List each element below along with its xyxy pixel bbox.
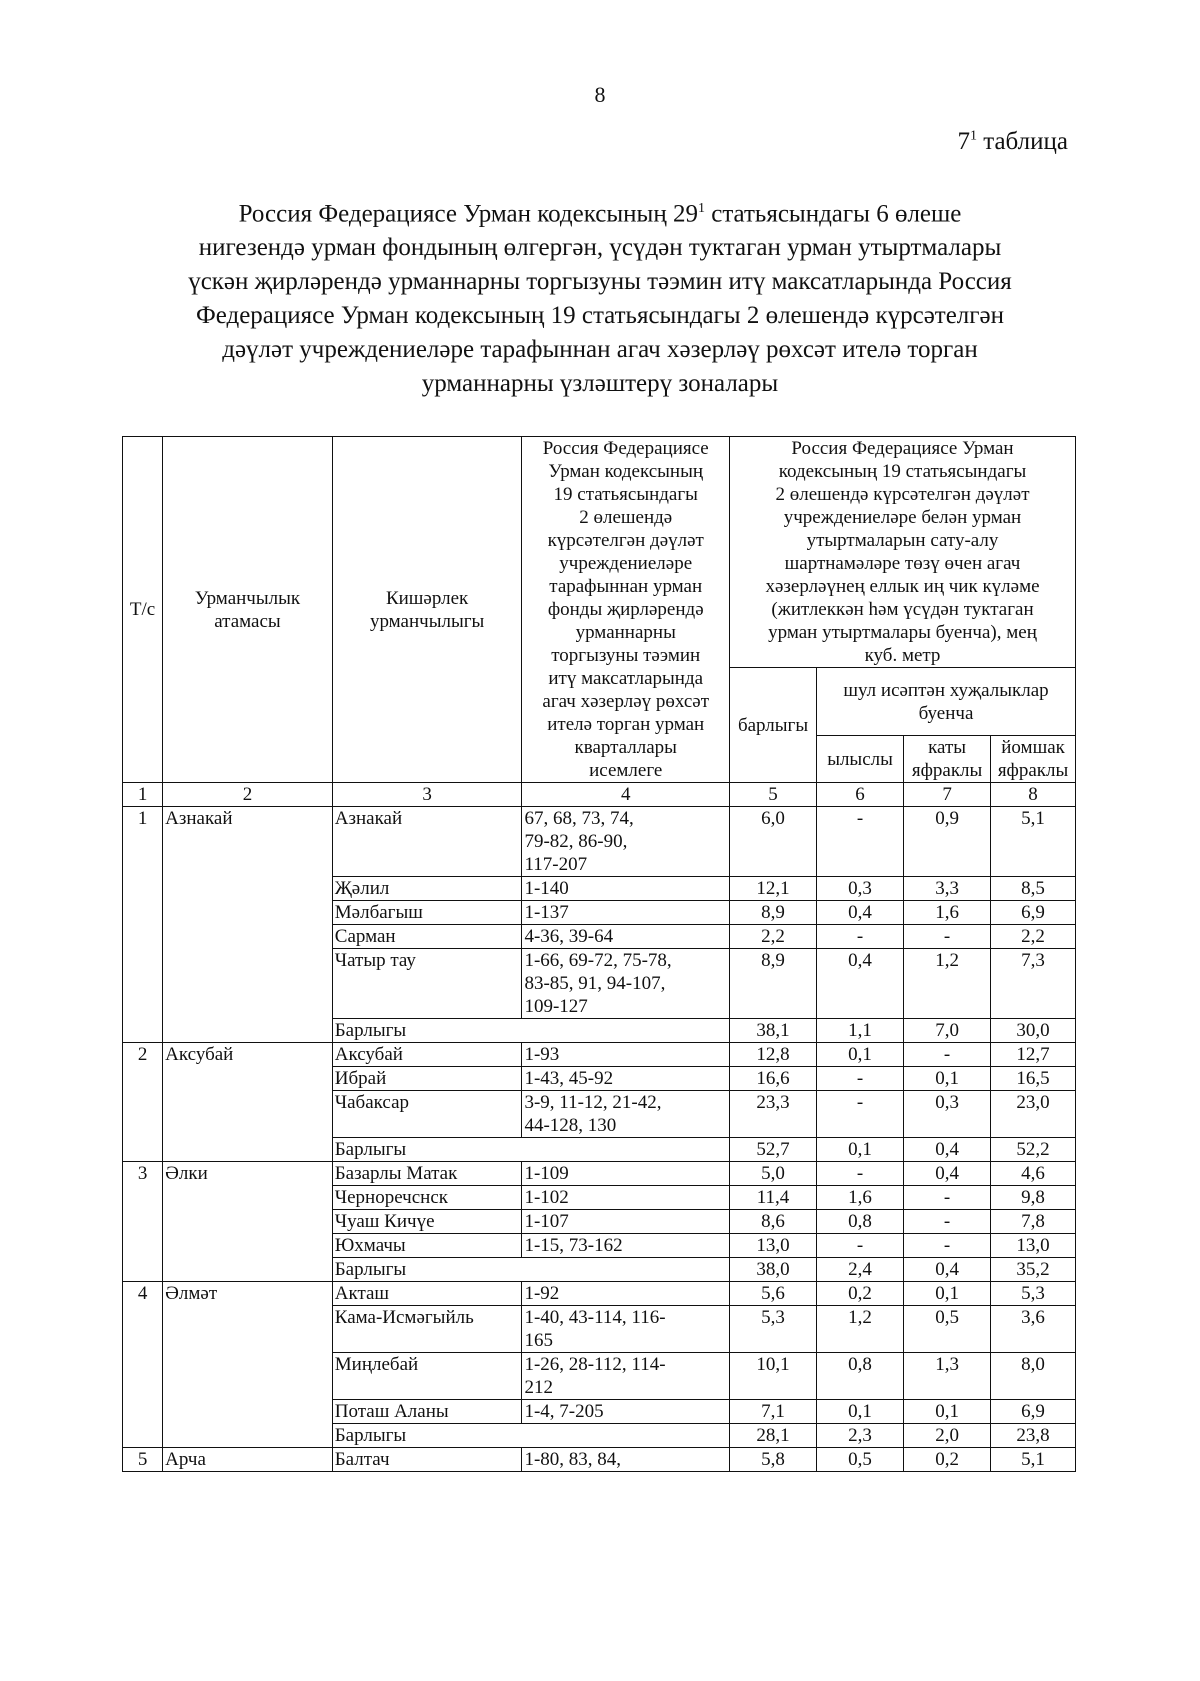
header-line: утыртмаларын сату-алу	[806, 530, 999, 551]
value-total: 10,1	[730, 1353, 817, 1400]
value-hard: 0,3	[904, 1091, 991, 1138]
header-line: агач хәзерләү рөхсәт	[542, 691, 710, 712]
cell-line: 1-109	[524, 1163, 569, 1184]
header-by-group	[817, 668, 1076, 736]
header-row-1	[123, 437, 1076, 668]
table-row	[123, 1043, 1076, 1067]
quarter-list	[522, 925, 730, 949]
header-line: Урманчылык	[194, 587, 301, 609]
district-name: Ибрай	[332, 1067, 522, 1091]
quarter-list	[522, 1067, 730, 1091]
cell-line: 44-128, 130	[524, 1115, 617, 1136]
quarter-list	[522, 1043, 730, 1067]
value-total: 11,4	[730, 1186, 817, 1210]
header-line: Кишәрлек	[385, 587, 469, 609]
value-soft: 13,0	[991, 1234, 1076, 1258]
value-conifer: 1,6	[817, 1186, 904, 1210]
district-name: Чуаш Кичүе	[332, 1210, 522, 1234]
value-soft: 5,3	[991, 1282, 1076, 1306]
value-conifer: 0,8	[817, 1353, 904, 1400]
column-number: 2	[163, 783, 333, 807]
value-soft: 2,2	[991, 925, 1076, 949]
value-conifer: -	[817, 1162, 904, 1186]
value-hard: 1,6	[904, 901, 991, 925]
value-hard: -	[904, 1234, 991, 1258]
forestry-name: Азнакай	[163, 807, 333, 1043]
table-label-sup: 1	[969, 128, 977, 144]
value-hard: 0,9	[904, 807, 991, 877]
value-conifer: 0,2	[817, 1282, 904, 1306]
value-hard: 0,1	[904, 1067, 991, 1091]
header-conifer: ылыслы	[817, 736, 904, 783]
value-total: 5,8	[730, 1448, 817, 1472]
value-hard: 1,2	[904, 949, 991, 1019]
value-conifer: 0,3	[817, 877, 904, 901]
header-line: учреждениеләре белән урман	[783, 507, 1022, 528]
value-soft: 5,1	[991, 807, 1076, 877]
header-forestry	[163, 437, 333, 783]
quarter-list	[522, 1448, 730, 1472]
sum-conifer: 1,1	[817, 1019, 904, 1043]
total-label: Барлыгы	[332, 1019, 729, 1043]
quarter-list	[522, 1400, 730, 1424]
table-label-word: таблица	[983, 128, 1068, 155]
cell-line: 1-92	[524, 1283, 560, 1304]
header-tc: Т/с	[123, 437, 163, 783]
total-label: Барлыгы	[332, 1138, 729, 1162]
forestry-name: Аксубай	[163, 1043, 333, 1162]
cell-line: 83-85, 91, 94-107,	[524, 973, 666, 994]
header-line: яфраклы	[997, 760, 1069, 781]
value-soft: 6,9	[991, 901, 1076, 925]
header-line: тарафыннан урман	[549, 576, 703, 597]
value-soft: 7,3	[991, 949, 1076, 1019]
cell-line: 1-140	[524, 878, 569, 899]
cell-line: 3-9, 11-12, 21-42,	[524, 1092, 662, 1113]
header-line: куб. метр	[864, 645, 941, 666]
sum-soft: 23,8	[991, 1424, 1076, 1448]
value-soft: 23,0	[991, 1091, 1076, 1138]
cell-line: 1-80, 83, 84,	[524, 1449, 622, 1470]
cell-line: 4-36, 39-64	[524, 926, 614, 947]
forestry-name: Әлмәт	[163, 1282, 333, 1448]
district-name: Миңлебай	[332, 1353, 522, 1400]
quarter-list	[522, 1282, 730, 1306]
header-line: 2 өлешендә күрсәтелгән дәүләт	[775, 484, 1030, 505]
value-conifer: 0,4	[817, 901, 904, 925]
column-number: 3	[332, 783, 522, 807]
value-soft: 5,1	[991, 1448, 1076, 1472]
cell-line: 67, 68, 73, 74,	[524, 808, 634, 829]
cell-line: 1-102	[524, 1187, 569, 1208]
cell-line: 1-43, 45-92	[524, 1068, 614, 1089]
header-line: Россия Федерациясе	[542, 438, 709, 459]
quarter-list	[522, 1091, 730, 1138]
value-total: 8,9	[730, 901, 817, 925]
quarter-list	[522, 949, 730, 1019]
table-row	[123, 1282, 1076, 1306]
sum-hard: 0,4	[904, 1258, 991, 1282]
table-body	[123, 807, 1076, 1472]
sum-hard: 7,0	[904, 1019, 991, 1043]
value-hard: -	[904, 1043, 991, 1067]
value-total: 5,0	[730, 1162, 817, 1186]
district-name: Мәлбагыш	[332, 901, 522, 925]
column-number: 8	[991, 783, 1076, 807]
value-soft: 3,6	[991, 1306, 1076, 1353]
cell-line: 1-137	[524, 902, 569, 923]
sum-total: 52,7	[730, 1138, 817, 1162]
quarter-list	[522, 1353, 730, 1400]
value-hard: 3,3	[904, 877, 991, 901]
cell-line: 1-4, 7-205	[524, 1401, 604, 1422]
value-conifer: 0,1	[817, 1043, 904, 1067]
value-hard: 0,1	[904, 1282, 991, 1306]
district-name: Балтач	[332, 1448, 522, 1472]
quarter-list	[522, 1234, 730, 1258]
sum-hard: 2,0	[904, 1424, 991, 1448]
value-hard: 1,3	[904, 1353, 991, 1400]
value-conifer: -	[817, 1091, 904, 1138]
district-name: Базарлы Матак	[332, 1162, 522, 1186]
header-line: күрсәтелгән дәүләт	[547, 530, 704, 551]
value-hard: 0,1	[904, 1400, 991, 1424]
column-number: 6	[817, 783, 904, 807]
cell-line: 212	[524, 1377, 553, 1398]
value-conifer: -	[817, 807, 904, 877]
document-title	[110, 192, 1090, 401]
value-hard: 0,2	[904, 1448, 991, 1472]
table-label-number: 7	[957, 128, 970, 155]
value-total: 8,9	[730, 949, 817, 1019]
column-number: 1	[123, 783, 163, 807]
title-line-1-sup: 1	[697, 201, 705, 216]
page-number: 8	[594, 82, 606, 107]
header-line: фонды җирләрендә	[547, 599, 704, 620]
value-conifer: 1,2	[817, 1306, 904, 1353]
header-line: (житлеккән һәм үсүдән туктаган	[771, 599, 1034, 620]
value-conifer: 0,1	[817, 1400, 904, 1424]
value-total: 13,0	[730, 1234, 817, 1258]
quarter-list	[522, 1162, 730, 1186]
header-line: шул исәптән хуҗалыклар	[843, 679, 1049, 701]
cell-line: 1-40, 43-114, 116-	[524, 1307, 666, 1328]
header-district	[332, 437, 522, 783]
value-soft: 7,8	[991, 1210, 1076, 1234]
district-name: Кама-Исмәгыйль	[332, 1306, 522, 1353]
value-total: 6,0	[730, 807, 817, 877]
sum-total: 28,1	[730, 1424, 817, 1448]
value-total: 16,6	[730, 1067, 817, 1091]
district-name: Юхмачы	[332, 1234, 522, 1258]
value-hard: 0,5	[904, 1306, 991, 1353]
header-volume	[730, 437, 1076, 668]
header-line: учреждениеләре	[559, 553, 693, 574]
header-line: хәзерләүнең еллык иң чик күләме	[765, 576, 1040, 597]
header-line: итү максатларында	[548, 668, 704, 689]
quarter-list	[522, 901, 730, 925]
header-line: кодексының 19 статьясындагы	[778, 461, 1027, 482]
header-line: Россия Федерациясе Урман	[791, 438, 1014, 459]
header-hard	[904, 736, 991, 783]
quarter-list	[522, 807, 730, 877]
value-total: 5,3	[730, 1306, 817, 1353]
district-name: Чабаксар	[332, 1091, 522, 1138]
row-number: 1	[123, 807, 163, 1043]
cell-line: 1-107	[524, 1211, 569, 1232]
value-soft: 9,8	[991, 1186, 1076, 1210]
district-name: Сарман	[332, 925, 522, 949]
column-numbers-row	[123, 783, 1076, 807]
title-line-5: дәүләт учреждениеләре тарафыннан агач хәзерләү рөхсәт ителә торган	[222, 336, 978, 364]
header-line: яфраклы	[911, 760, 983, 781]
value-hard: -	[904, 1210, 991, 1234]
cell-line: 1-93	[524, 1044, 560, 1065]
district-name: Чатыр тау	[332, 949, 522, 1019]
value-hard: 0,4	[904, 1162, 991, 1186]
title-line-4: Федерациясе Урман кодексының 19 статьясындагы 2 өлешендә күрсәтелгән	[195, 302, 1005, 330]
cell-line: 109-127	[524, 996, 588, 1017]
sum-soft: 52,2	[991, 1138, 1076, 1162]
table-row	[123, 1162, 1076, 1186]
column-number: 5	[730, 783, 817, 807]
value-conifer: 0,8	[817, 1210, 904, 1234]
table-row	[123, 807, 1076, 877]
forest-zones-table	[122, 436, 1076, 1472]
value-soft: 12,7	[991, 1043, 1076, 1067]
table-row	[123, 1448, 1076, 1472]
title-line-1a: Россия Федерациясе Урман кодексының 29	[238, 200, 698, 228]
title-line-2: нигезендә урман фондының өлгергән, үсүдән туктаган урман утыртмалары	[198, 234, 1002, 262]
value-conifer: -	[817, 925, 904, 949]
value-soft: 8,0	[991, 1353, 1076, 1400]
title-line-3: үскән җирләрендә урманнарны торгызуны тәэмин итү максатларында Россия	[188, 268, 1012, 296]
value-total: 5,6	[730, 1282, 817, 1306]
row-number: 5	[123, 1448, 163, 1472]
cell-line: 1-15, 73-162	[524, 1235, 623, 1256]
column-number: 7	[904, 783, 991, 807]
value-hard: -	[904, 925, 991, 949]
column-number: 4	[522, 783, 730, 807]
header-line: йомшак	[1001, 737, 1065, 758]
table-header	[123, 437, 1076, 807]
sum-soft: 35,2	[991, 1258, 1076, 1282]
quarter-list	[522, 1306, 730, 1353]
value-conifer: -	[817, 1067, 904, 1091]
title-line-1b: статьясындагы 6 өлеше	[704, 200, 962, 228]
cell-line: 165	[524, 1330, 553, 1351]
sum-conifer: 2,4	[817, 1258, 904, 1282]
header-line: ителә торган урман	[547, 714, 705, 735]
table-label	[957, 128, 1068, 156]
title-line-6: урманнарны үзләштерү зоналары	[421, 370, 779, 398]
value-conifer: -	[817, 1234, 904, 1258]
header-line: шартнамәләре төзү өчен агач	[784, 553, 1021, 574]
row-number: 3	[123, 1162, 163, 1282]
cell-line: 117-207	[524, 854, 588, 875]
header-line: кварталлары	[574, 737, 677, 758]
sum-hard: 0,4	[904, 1138, 991, 1162]
header-line: урманчылыгы	[369, 610, 485, 632]
quarter-list	[522, 1210, 730, 1234]
cell-line: 79-82, 86-90,	[524, 831, 628, 852]
cell-line: 1-26, 28-112, 114-	[524, 1354, 666, 1375]
header-line: исемлеге	[589, 760, 663, 781]
header-line: урман утыртмалары буенча), мең	[768, 622, 1037, 643]
value-soft: 16,5	[991, 1067, 1076, 1091]
header-total: барлыгы	[730, 668, 817, 783]
value-hard: -	[904, 1186, 991, 1210]
value-total: 12,1	[730, 877, 817, 901]
quarter-list	[522, 877, 730, 901]
value-soft: 8,5	[991, 877, 1076, 901]
header-line: урманнарны	[575, 622, 676, 643]
row-number: 4	[123, 1282, 163, 1448]
district-name: Акташ	[332, 1282, 522, 1306]
value-total: 2,2	[730, 925, 817, 949]
header-line: 19 статьясындагы	[553, 484, 698, 505]
total-label: Барлыгы	[332, 1424, 729, 1448]
header-line: каты	[928, 737, 967, 758]
header-line: 2 өлешендә	[579, 507, 673, 528]
value-conifer: 0,4	[817, 949, 904, 1019]
sum-conifer: 0,1	[817, 1138, 904, 1162]
total-label: Барлыгы	[332, 1258, 729, 1282]
header-quarters	[522, 437, 730, 783]
sum-conifer: 2,3	[817, 1424, 904, 1448]
district-name: Җәлил	[332, 877, 522, 901]
header-line: буенча	[918, 702, 974, 724]
forestry-name: Арча	[163, 1448, 333, 1472]
value-soft: 4,6	[991, 1162, 1076, 1186]
district-name: Черноречснск	[332, 1186, 522, 1210]
district-name: Азнакай	[332, 807, 522, 877]
value-soft: 6,9	[991, 1400, 1076, 1424]
header-soft	[991, 736, 1076, 783]
sum-total: 38,1	[730, 1019, 817, 1043]
value-total: 23,3	[730, 1091, 817, 1138]
header-line: атамасы	[214, 610, 281, 632]
sum-soft: 30,0	[991, 1019, 1076, 1043]
quarter-list	[522, 1186, 730, 1210]
forestry-name: Әлки	[163, 1162, 333, 1282]
value-total: 8,6	[730, 1210, 817, 1234]
title-line	[110, 192, 1090, 231]
district-name: Аксубай	[332, 1043, 522, 1067]
sum-total: 38,0	[730, 1258, 817, 1282]
value-conifer: 0,5	[817, 1448, 904, 1472]
cell-line: 1-66, 69-72, 75-78,	[524, 950, 672, 971]
district-name: Поташ Аланы	[332, 1400, 522, 1424]
value-total: 12,8	[730, 1043, 817, 1067]
row-number: 2	[123, 1043, 163, 1162]
header-line: торгызуны тәэмин	[551, 645, 701, 666]
value-total: 7,1	[730, 1400, 817, 1424]
header-line: Урман кодексының	[548, 461, 704, 482]
